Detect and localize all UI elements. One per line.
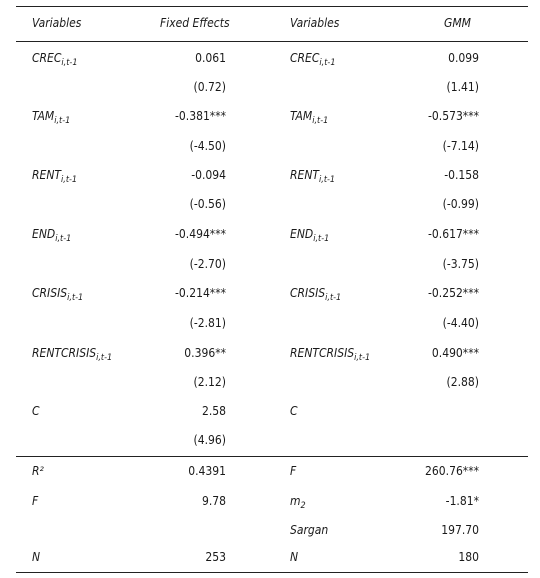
header-row [16, 13, 528, 33]
tstat-row [16, 136, 528, 156]
stats-row [16, 461, 528, 481]
variable-label: C [290, 404, 298, 418]
coef-row [16, 401, 528, 421]
fe-t-statistic: (-2.70) [189, 257, 226, 271]
gmm-stat-value: -1.81* [445, 494, 479, 508]
fe-t-statistic: (-4.50) [189, 139, 226, 153]
header-fixed-effects: Fixed Effects [160, 16, 230, 30]
gmm-t-statistic: (1.41) [446, 80, 479, 94]
variable-label: C [32, 404, 40, 418]
fe-coefficient: 2.58 [201, 404, 226, 418]
variable-label: $END_{i,t-1}$ [290, 227, 330, 244]
variable-label: $TAM_{i,t-1}$ [32, 109, 71, 126]
stats-row [16, 520, 528, 540]
coef-row [16, 165, 528, 185]
fe-coefficient: -0.494*** [175, 227, 226, 241]
stat-label: Sargan [290, 523, 329, 537]
fe-stat-value: 253 [205, 550, 226, 564]
gmm-stat-value: 260.76*** [425, 464, 479, 478]
gmm-t-statistic: (2.88) [446, 375, 479, 389]
tstat-row [16, 194, 528, 214]
fe-coefficient: -0.214*** [175, 286, 226, 300]
gmm-coefficient: -0.252*** [428, 286, 479, 300]
coef-row [16, 106, 528, 126]
stat-label: N [32, 550, 41, 564]
gmm-coefficient: -0.573*** [428, 109, 479, 123]
variable-label: $END_{i,t-1}$ [32, 227, 72, 244]
gmm-coefficient: -0.617*** [428, 227, 479, 241]
variable-label: $CRISIS_{i,t-1}$ [32, 286, 84, 303]
coef-row [16, 343, 528, 363]
stat-label: $m_2$ [290, 494, 306, 511]
variable-label: $TAM_{i,t-1}$ [290, 109, 329, 126]
coef-row [16, 283, 528, 303]
gmm-t-statistic: (-0.99) [442, 197, 479, 211]
variable-label: $CRISIS_{i,t-1}$ [290, 286, 342, 303]
top-rule [16, 6, 528, 7]
gmm-coefficient: 0.490*** [431, 346, 479, 360]
gmm-t-statistic: (-7.14) [442, 139, 479, 153]
header-gmm: GMM [444, 16, 471, 30]
fe-t-statistic: (-0.56) [189, 197, 226, 211]
variable-label: $RENT_{i,t-1}$ [290, 168, 336, 185]
gmm-stat-value: 197.70 [441, 523, 479, 537]
tstat-row [16, 430, 528, 450]
fe-coefficient: -0.381*** [175, 109, 226, 123]
tstat-row [16, 77, 528, 97]
fe-t-statistic: (2.12) [193, 375, 226, 389]
variable-label: $CREC_{i,t-1}$ [32, 51, 78, 68]
tstat-row [16, 313, 528, 333]
variable-label: $CREC_{i,t-1}$ [290, 51, 336, 68]
stat-label: R² [32, 464, 44, 478]
tstat-row [16, 372, 528, 392]
variable-label: $RENTCRISIS_{i,t-1}$ [32, 346, 113, 363]
variable-label: $RENTCRISIS_{i,t-1}$ [290, 346, 371, 363]
gmm-coefficient: 0.099 [448, 51, 479, 65]
fe-t-statistic: (4.96) [193, 433, 226, 447]
fe-coefficient: 0.061 [195, 51, 226, 65]
stat-label: F [32, 494, 39, 508]
stat-label: F [290, 464, 297, 478]
coef-row [16, 48, 528, 68]
header-rule [16, 41, 528, 42]
fe-t-statistic: (-2.81) [189, 316, 226, 330]
header-variables-right: Variables [290, 16, 340, 30]
tstat-row [16, 254, 528, 274]
coef-row [16, 224, 528, 244]
gmm-stat-value: 180 [458, 550, 479, 564]
fe-stat-value: 0.4391 [188, 464, 226, 478]
fe-t-statistic: (0.72) [193, 80, 226, 94]
gmm-t-statistic: (-4.40) [442, 316, 479, 330]
stats-rule [16, 456, 528, 457]
fe-stat-value: 9.78 [201, 494, 226, 508]
gmm-coefficient: -0.158 [444, 168, 479, 182]
bottom-rule [16, 572, 528, 573]
header-variables-left: Variables [32, 16, 82, 30]
fe-coefficient: 0.396** [184, 346, 226, 360]
fe-coefficient: -0.094 [191, 168, 226, 182]
variable-label: $RENT_{i,t-1}$ [32, 168, 78, 185]
stat-label: N [290, 550, 299, 564]
stats-row [16, 547, 528, 567]
stats-row [16, 491, 528, 511]
gmm-t-statistic: (-3.75) [442, 257, 479, 271]
